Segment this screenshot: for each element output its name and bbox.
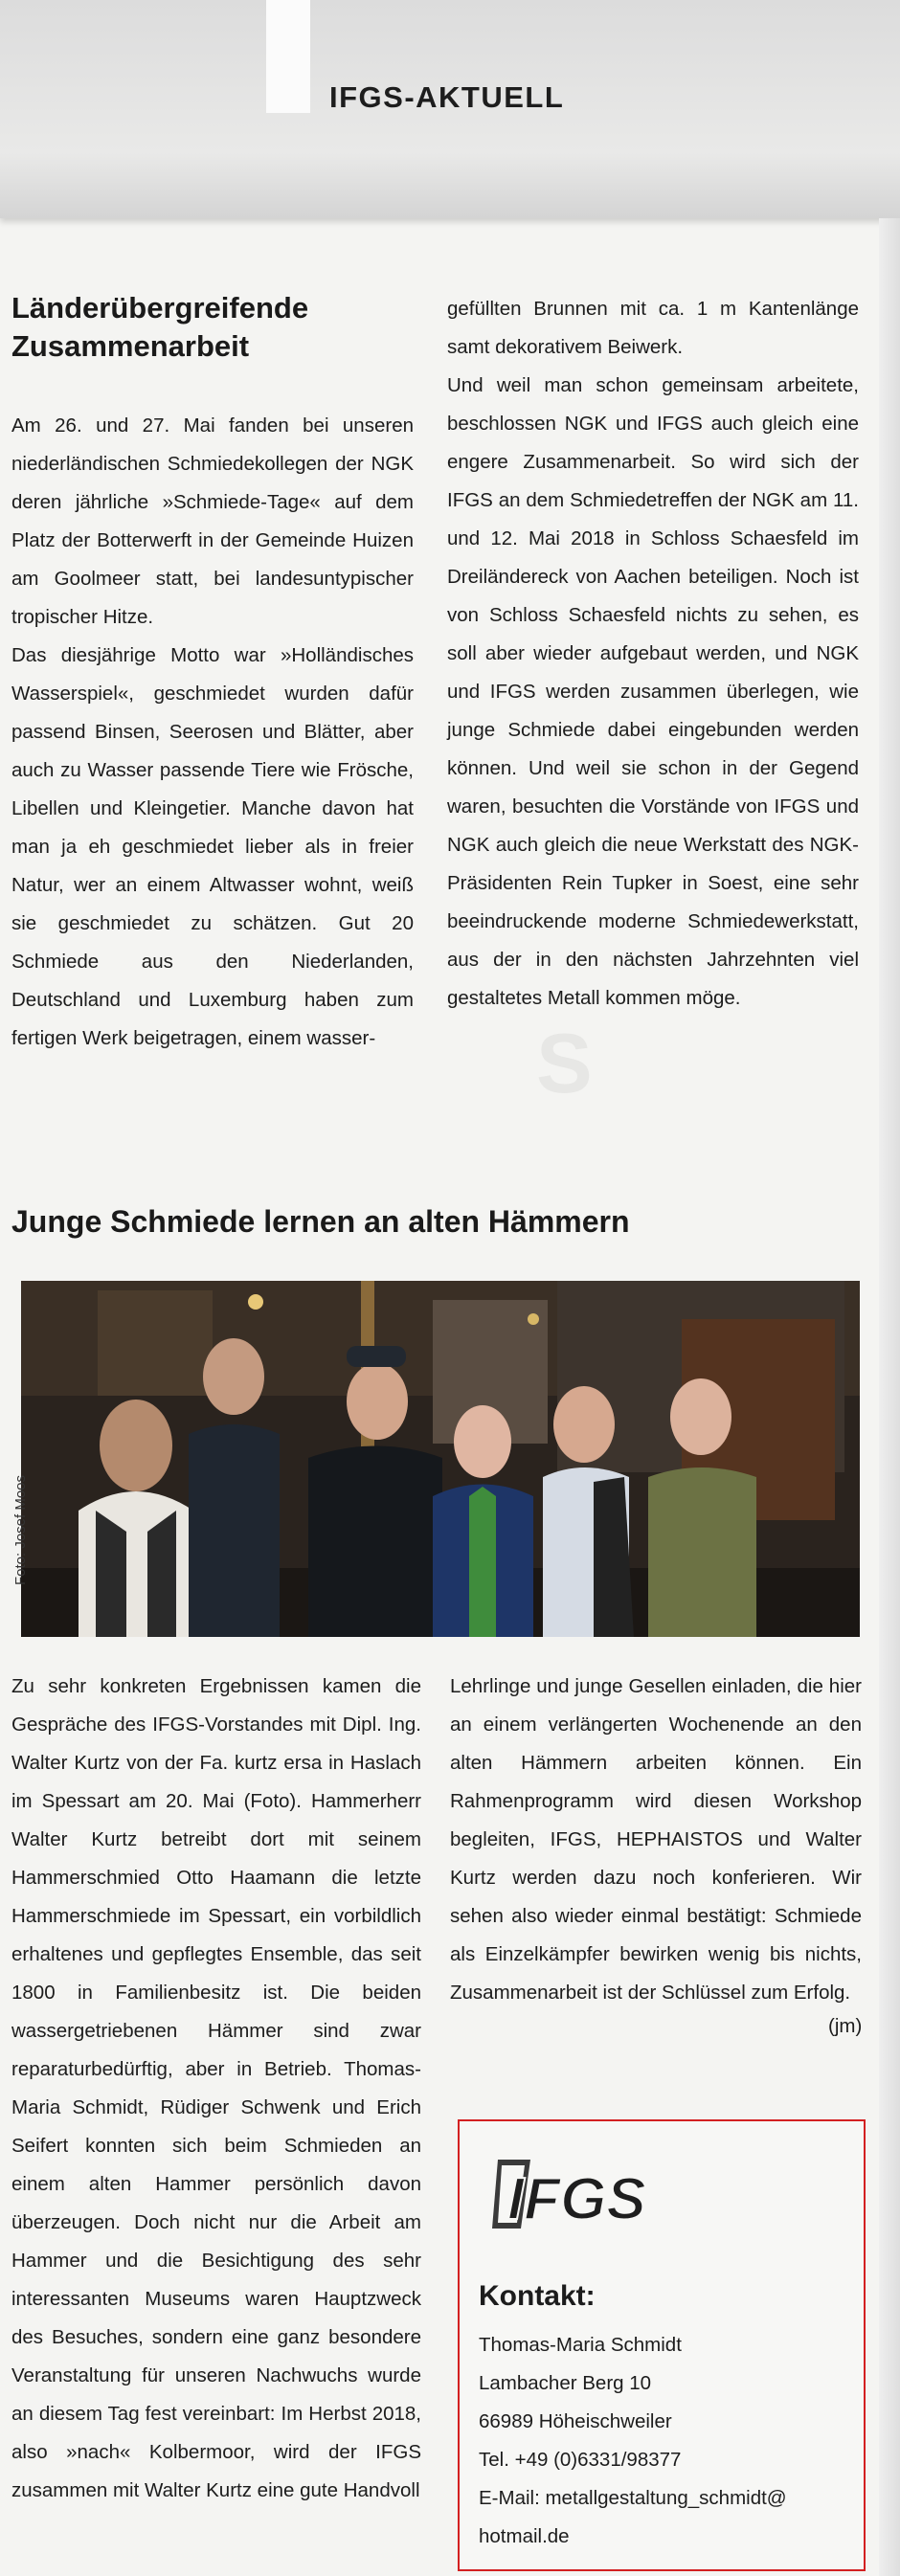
article1-column-left	[11, 407, 414, 1058]
page-title: IFGS-AKTUELL	[329, 80, 565, 114]
article2-column-left	[11, 1668, 421, 2510]
contact-email-line1[interactable]: E-Mail: metallgestaltung_schmidt@	[479, 2487, 787, 2509]
header-tab	[266, 0, 310, 113]
article1-heading-line2: Zusammenarbeit	[11, 329, 250, 363]
ifgs-logo	[492, 2150, 664, 2236]
group-photo	[21, 1281, 860, 1637]
group-photo-illustration	[21, 1281, 860, 1637]
contact-name: Thomas-Maria Schmidt	[479, 2334, 682, 2356]
photo-credit: Foto: Josef Moos	[12, 1474, 30, 1586]
page-edge	[879, 218, 900, 2576]
article1-column-right	[447, 290, 859, 1018]
article2-heading: Junge Schmiede lernen an alten Hämmern	[11, 1204, 630, 1239]
ifgs-logo-text: IFGS	[507, 2166, 646, 2232]
article2-paragraph: Zu sehr konkreten Ergebnissen kamen die Gespräche des IFGS-Vorstandes mit Dipl. Ing. Walter Kurtz von der Fa. kurtz ersa in Haslach im Spessart am 20. Mai (Foto). Hammerherr Walter Kurtz betreibt dort mit seinem Hammerschmied Otto Haamann die letzte Hammerschmiede im Spessart, ein vorbildlich erhaltenes und gepflegtes Ensemble, das seit 1800 in Familienbesitz ist. Die beiden wassergetriebenen Hämmer sind zwar reparaturbedürftig, aber in Betrieb. Thomas-Maria Schmidt, Rüdiger Schwenk und Erich Seifert konnten sich beim Schmieden an einem alten Hammer persönlich davon überzeugen. Doch nicht nur die Arbeit am Hammer und die Besichtigung des sehr interessanten Museums waren Hauptzweck des Besuches, sondern eine ganz besondere Veranstaltung für unseren Nachwuchs wurde an diesem Tag fest vereinbart: Im Herbst 2018, also »nach« Kolbermoor, wird der IFGS zusammen mit Walter Kurtz eine gute Handvoll	[11, 1675, 421, 2501]
contact-street: Lambacher Berg 10	[479, 2372, 652, 2394]
contact-title: Kontakt:	[479, 2280, 596, 2312]
article1-paragraph: Und weil man schon gemeinsam arbeitete, beschlossen NGK und IFGS auch gleich eine engere Zusammenarbeit. So wird sich der IFGS an dem Schmiedetreffen der NGK am 11. und 12. Mai 2018 in Schloss Schaesfeld im Dreiländereck von Aachen beteiligen. Noch ist von Schloss Schaesfeld nichts zu sehen, es soll aber wieder aufgebaut werden, und NGK und IFGS werden zusammen überlegen, wie junge Schmiede dabei eingebunden werden können. Und weil sie schon in der Gegend waren, besuchten die Vorstände von IFGS und NGK auch gleich die neue Werkstatt des NGK-Präsidenten Rein Tupker in Soest, eine sehr beeindruckende moderne Schmiedewerkstatt, aus der in den nächsten Jahrzehnten viel gestaltetes Metall kommen möge.	[447, 374, 859, 1009]
contact-city: 66989 Höheischweiler	[479, 2410, 672, 2432]
article1-heading-line1: Länderübergreifende	[11, 291, 309, 325]
background-watermark: S	[536, 1016, 593, 1110]
article1-paragraph: Das diesjährige Motto war »Holländisches Wasserspiel«, geschmiedet wurden dafür passend Binsen, Seerosen und Blätter, aber auch zu Wasser passende Tiere wie Frösche, Libellen und Kleingetier. Manche davon hat man ja eh geschmiedet lieber als in freier Natur, wer an einem Altwasser wohnt, weiß sie geschmiedet zu schätzen. Gut 20 Schmiede aus den Niederlanden, Deutschland und Luxemburg haben zum fertigen Werk beigetragen, einem wasser-	[11, 644, 414, 1049]
article1-heading	[11, 289, 308, 366]
article2-paragraph: Lehrlinge und junge Gesellen einladen, die hier an einem verlängerten Wochenende an den alten Hämmern arbeiten können. Ein Rahmenprogramm wird diesen Workshop begleiten, IFGS, HEPHAISTOS und Walter Kurtz werden dazu noch konferieren. Wir sehen also wieder einmal bestätigt: Schmiede als Einzelkämpfer bewirken wenig bis nichts, Zusammenarbeit ist der Schlüssel zum Erfolg.	[450, 1675, 862, 2004]
contact-box	[458, 2119, 866, 2571]
contact-email-line2[interactable]: hotmail.de	[479, 2525, 570, 2547]
article2-column-right	[450, 1668, 862, 2012]
article1-paragraph: gefüllten Brunnen mit ca. 1 m Kantenlänge samt dekorativem Beiwerk.	[447, 298, 859, 358]
article1-paragraph: Am 26. und 27. Mai fanden bei unseren niederländischen Schmiedekollegen der NGK deren jährliche »Schmiede-Tage« auf dem Platz der Botterwerft in der Gemeinde Huizen am Goolmeer statt, bei landesuntypischer tropischer Hitze.	[11, 414, 414, 628]
contact-phone: Tel. +49 (0)6331/98377	[479, 2449, 682, 2471]
article2-signature: (jm)	[828, 2015, 863, 2037]
